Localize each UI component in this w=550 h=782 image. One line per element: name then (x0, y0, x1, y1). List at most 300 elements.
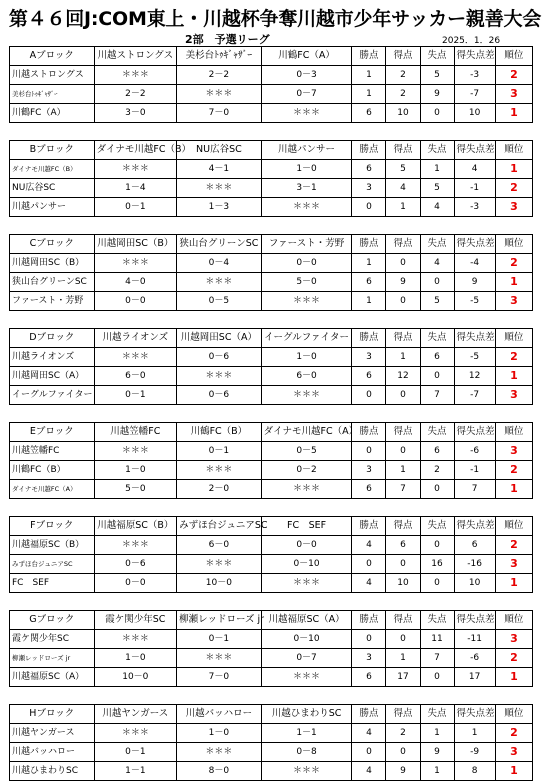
table-row (10, 480, 533, 499)
rank-header: 順位 (495, 517, 532, 536)
points-cell: 1 (352, 292, 386, 311)
points-cell: 4 (352, 724, 386, 743)
goal-diff-cell: 6 (454, 536, 495, 555)
goals-for-cell: 1 (386, 649, 420, 668)
goals-for-cell: 2 (386, 66, 420, 85)
group-table (9, 234, 533, 311)
match-result: ＊＊＊ (261, 198, 352, 217)
goals-for-cell: 9 (386, 273, 420, 292)
rank-cell: 3 (495, 386, 532, 405)
opponent-header: 霞ケ関少年SC (94, 611, 177, 630)
goals-against-cell: 4 (420, 254, 454, 273)
opponent-header: 川越岡田SC（B） (94, 235, 177, 254)
goals-against-cell: 0 (420, 104, 454, 123)
goals-for-header: 得点 (386, 423, 420, 442)
page-subtitle: 2部 予選リーグ (185, 33, 270, 46)
match-result: 5－0 (261, 273, 352, 292)
table-row (10, 649, 533, 668)
goals-against-cell: 2 (420, 461, 454, 480)
table-row (10, 630, 533, 649)
team-name: 川越笠幡FC (10, 442, 95, 461)
table-row (10, 442, 533, 461)
team-name: みずほ台ジュニアSC (10, 555, 95, 574)
points-header: 勝点 (352, 47, 386, 66)
match-result: ＊＊＊ (261, 574, 352, 593)
goals-against-header: 失点 (420, 423, 454, 442)
points-cell: 6 (352, 160, 386, 179)
match-result: ＊＊＊ (261, 292, 352, 311)
goals-against-cell: 5 (420, 179, 454, 198)
match-result: 10－0 (177, 574, 262, 593)
goals-against-cell: 6 (420, 348, 454, 367)
goals-against-cell: 5 (420, 66, 454, 85)
match-result: ＊＊＊ (177, 367, 262, 386)
points-cell: 0 (352, 442, 386, 461)
opponent-header: 狭山台グリーンSC (177, 235, 262, 254)
match-result: ＊＊＊ (261, 762, 352, 781)
opponent-header: 川越パンサー (261, 141, 352, 160)
match-result: ＊＊＊ (261, 480, 352, 499)
points-cell: 0 (352, 386, 386, 405)
table-row (10, 574, 533, 593)
goals-for-cell: 5 (386, 160, 420, 179)
goal-diff-cell: -7 (454, 386, 495, 405)
rank-cell: 1 (495, 273, 532, 292)
match-result: ＊＊＊ (94, 348, 177, 367)
match-result: ＊＊＊ (94, 724, 177, 743)
goal-diff-cell: 4 (454, 160, 495, 179)
match-result: 6－0 (261, 367, 352, 386)
match-result: 1－3 (177, 198, 262, 217)
match-result: 0－6 (177, 348, 262, 367)
rank-cell: 1 (495, 367, 532, 386)
goal-diff-cell: -5 (454, 292, 495, 311)
match-result: ＊＊＊ (94, 442, 177, 461)
table-row (10, 348, 533, 367)
team-name: 狭山台グリーンSC (10, 273, 95, 292)
team-name: 川鶴FC（A） (10, 104, 95, 123)
match-result: 0－5 (177, 292, 262, 311)
table-row (10, 762, 533, 781)
match-result: ＊＊＊ (177, 555, 262, 574)
goals-against-header: 失点 (420, 141, 454, 160)
rank-cell: 2 (495, 461, 532, 480)
match-result: 1－0 (177, 724, 262, 743)
goal-diff-cell: 7 (454, 480, 495, 499)
goal-diff-cell: 10 (454, 104, 495, 123)
team-name: 川越バッハロー (10, 743, 95, 762)
team-name: 川鶴FC（B） (10, 461, 95, 480)
opponent-header: 川越岡田SC（A） (177, 329, 262, 348)
match-result: 0－3 (261, 66, 352, 85)
team-name: 川越福原SC（B） (10, 536, 95, 555)
table-row (10, 724, 533, 743)
goals-against-cell: 9 (420, 85, 454, 104)
points-cell: 6 (352, 480, 386, 499)
points-cell: 0 (352, 555, 386, 574)
group-header-row (10, 141, 533, 160)
goal-diff-cell: -3 (454, 198, 495, 217)
table-row (10, 66, 533, 85)
match-result: 0－10 (261, 630, 352, 649)
rank-cell: 2 (495, 724, 532, 743)
match-result: ＊＊＊ (94, 254, 177, 273)
match-result: 1－1 (94, 762, 177, 781)
opponent-header: 川越ライオンズ (94, 329, 177, 348)
table-row (10, 461, 533, 480)
points-cell: 0 (352, 743, 386, 762)
goal-diff-cell: 10 (454, 574, 495, 593)
block-name: Gブロック (10, 611, 95, 630)
points-cell: 4 (352, 536, 386, 555)
match-result: 0－0 (94, 574, 177, 593)
table-row (10, 160, 533, 179)
goals-against-cell: 0 (420, 367, 454, 386)
goal-diff-header: 得失点差 (454, 423, 495, 442)
match-result: ＊＊＊ (177, 273, 262, 292)
block-name: Bブロック (10, 141, 95, 160)
goals-for-cell: 0 (386, 555, 420, 574)
rank-cell: 3 (495, 198, 532, 217)
match-result: ＊＊＊ (177, 649, 262, 668)
opponent-header: 川越ストロングス (94, 47, 177, 66)
rank-cell: 3 (495, 292, 532, 311)
rank-cell: 2 (495, 254, 532, 273)
goals-for-cell: 17 (386, 668, 420, 687)
points-cell: 3 (352, 461, 386, 480)
group-table (9, 422, 533, 499)
opponent-header: みずほ台ジュニアSC (177, 517, 262, 536)
points-header: 勝点 (352, 423, 386, 442)
goal-diff-header: 得失点差 (454, 705, 495, 724)
table-row (10, 85, 533, 104)
rank-cell: 1 (495, 574, 532, 593)
rank-cell: 3 (495, 743, 532, 762)
team-name: イーグルファイター (10, 386, 95, 405)
goals-for-header: 得点 (386, 329, 420, 348)
team-name: NU広谷SC (10, 179, 95, 198)
rank-header: 順位 (495, 47, 532, 66)
match-result: ＊＊＊ (177, 461, 262, 480)
goal-diff-header: 得失点差 (454, 517, 495, 536)
opponent-header: 川越ひまわりSC (261, 705, 352, 724)
match-result: 1－0 (261, 160, 352, 179)
match-result: ＊＊＊ (177, 743, 262, 762)
rank-cell: 3 (495, 442, 532, 461)
goal-diff-header: 得失点差 (454, 235, 495, 254)
points-header: 勝点 (352, 517, 386, 536)
match-result: 0－1 (177, 442, 262, 461)
goals-against-cell: 0 (420, 480, 454, 499)
points-cell: 4 (352, 762, 386, 781)
match-result: 1－1 (261, 724, 352, 743)
goal-diff-header: 得失点差 (454, 47, 495, 66)
goal-diff-cell: -11 (454, 630, 495, 649)
table-row (10, 386, 533, 405)
goals-against-cell: 1 (420, 160, 454, 179)
match-result: 4－1 (177, 160, 262, 179)
match-result: 0－1 (94, 743, 177, 762)
goals-for-header: 得点 (386, 611, 420, 630)
points-cell: 6 (352, 367, 386, 386)
points-cell: 1 (352, 66, 386, 85)
opponent-header: FC SEF (261, 517, 352, 536)
points-header: 勝点 (352, 705, 386, 724)
group-header-row (10, 329, 533, 348)
opponent-header: 美杉台ﾄｩｷﾞｬｻﾞｰ (177, 47, 262, 66)
match-result: 0－6 (177, 386, 262, 405)
goals-against-header: 失点 (420, 235, 454, 254)
goals-for-cell: 9 (386, 762, 420, 781)
points-header: 勝点 (352, 141, 386, 160)
opponent-header: 川越福原SC（A） (261, 611, 352, 630)
goal-diff-cell: 12 (454, 367, 495, 386)
opponent-header: 川鶴FC（B） (177, 423, 262, 442)
rank-header: 順位 (495, 329, 532, 348)
rank-header: 順位 (495, 423, 532, 442)
goal-diff-cell: 9 (454, 273, 495, 292)
table-row (10, 198, 533, 217)
goals-against-header: 失点 (420, 611, 454, 630)
goals-for-header: 得点 (386, 141, 420, 160)
team-name: 川越岡田SC（B） (10, 254, 95, 273)
table-row (10, 254, 533, 273)
team-name: 川越ストロングス (10, 66, 95, 85)
points-cell: 4 (352, 574, 386, 593)
match-result: 1－0 (94, 649, 177, 668)
goals-for-header: 得点 (386, 517, 420, 536)
goals-against-cell: 7 (420, 386, 454, 405)
rank-cell: 2 (495, 179, 532, 198)
team-name: ファースト・芳野 (10, 292, 95, 311)
block-name: Fブロック (10, 517, 95, 536)
group-header-row (10, 705, 533, 724)
goal-diff-header: 得失点差 (454, 141, 495, 160)
table-row (10, 179, 533, 198)
team-name: 柳瀬レッドローズ jr (10, 649, 95, 668)
rank-cell: 2 (495, 348, 532, 367)
rank-header: 順位 (495, 611, 532, 630)
rank-cell: 1 (495, 104, 532, 123)
goals-for-cell: 0 (386, 254, 420, 273)
goals-for-header: 得点 (386, 235, 420, 254)
match-result: 0－8 (261, 743, 352, 762)
goals-against-cell: 1 (420, 724, 454, 743)
goal-diff-cell: -6 (454, 649, 495, 668)
goals-against-cell: 7 (420, 649, 454, 668)
table-row (10, 555, 533, 574)
rank-cell: 3 (495, 555, 532, 574)
match-result: 10－0 (94, 668, 177, 687)
goals-for-cell: 0 (386, 386, 420, 405)
rank-cell: 2 (495, 649, 532, 668)
goal-diff-cell: 8 (454, 762, 495, 781)
goals-against-cell: 16 (420, 555, 454, 574)
table-row (10, 292, 533, 311)
goal-diff-header: 得失点差 (454, 329, 495, 348)
goals-against-header: 失点 (420, 517, 454, 536)
goal-diff-cell: -1 (454, 461, 495, 480)
rank-cell: 2 (495, 536, 532, 555)
table-row (10, 104, 533, 123)
rank-cell: 1 (495, 480, 532, 499)
match-result: 0－0 (94, 292, 177, 311)
goals-against-cell: 0 (420, 668, 454, 687)
goals-for-cell: 0 (386, 630, 420, 649)
goal-diff-cell: -9 (454, 743, 495, 762)
group-header-row (10, 47, 533, 66)
goals-against-header: 失点 (420, 329, 454, 348)
block-name: Hブロック (10, 705, 95, 724)
match-result: ＊＊＊ (177, 85, 262, 104)
match-result: 0－7 (261, 649, 352, 668)
goals-for-header: 得点 (386, 705, 420, 724)
goals-for-cell: 0 (386, 442, 420, 461)
match-result: 6－0 (94, 367, 177, 386)
rank-cell: 2 (495, 66, 532, 85)
goal-diff-cell: 17 (454, 668, 495, 687)
match-result: 0－1 (94, 198, 177, 217)
match-result: 6－0 (177, 536, 262, 555)
team-name: 川越ひまわりSC (10, 762, 95, 781)
goal-diff-cell: -16 (454, 555, 495, 574)
team-name: ダイナモ川越FC（B） (10, 160, 95, 179)
goals-for-cell: 2 (386, 85, 420, 104)
goals-for-cell: 1 (386, 348, 420, 367)
match-result: 2－2 (177, 66, 262, 85)
opponent-header: NU広谷SC (177, 141, 262, 160)
match-result: 0－7 (261, 85, 352, 104)
match-result: ＊＊＊ (94, 66, 177, 85)
goals-for-cell: 7 (386, 480, 420, 499)
goals-against-cell: 4 (420, 198, 454, 217)
rank-cell: 1 (495, 160, 532, 179)
points-cell: 3 (352, 649, 386, 668)
goals-against-cell: 0 (420, 536, 454, 555)
goals-for-cell: 10 (386, 574, 420, 593)
table-row (10, 367, 533, 386)
match-result: 2－0 (177, 480, 262, 499)
goals-for-cell: 0 (386, 743, 420, 762)
group-header-row (10, 517, 533, 536)
opponent-header: イーグルファイター (261, 329, 352, 348)
rank-cell: 1 (495, 668, 532, 687)
goal-diff-cell: -4 (454, 254, 495, 273)
goals-against-cell: 0 (420, 273, 454, 292)
goal-diff-cell: -1 (454, 179, 495, 198)
block-name: Cブロック (10, 235, 95, 254)
team-name: FC SEF (10, 574, 95, 593)
points-cell: 3 (352, 179, 386, 198)
match-result: 0－0 (261, 536, 352, 555)
goal-diff-header: 得失点差 (454, 611, 495, 630)
goals-for-cell: 1 (386, 461, 420, 480)
goals-for-cell: 1 (386, 198, 420, 217)
match-result: 3－0 (94, 104, 177, 123)
match-result: 1－4 (94, 179, 177, 198)
match-result: 7－0 (177, 104, 262, 123)
rank-cell: 3 (495, 630, 532, 649)
opponent-header: 柳瀬レッドローズ jr (177, 611, 262, 630)
group-table (9, 328, 533, 405)
goals-for-cell: 6 (386, 536, 420, 555)
match-result: ＊＊＊ (261, 386, 352, 405)
points-cell: 0 (352, 630, 386, 649)
table-row (10, 273, 533, 292)
points-header: 勝点 (352, 611, 386, 630)
block-name: Aブロック (10, 47, 95, 66)
group-table (9, 516, 533, 593)
points-header: 勝点 (352, 329, 386, 348)
group-table (9, 140, 533, 217)
rank-cell: 1 (495, 762, 532, 781)
match-result: 0－10 (261, 555, 352, 574)
points-cell: 1 (352, 254, 386, 273)
table-row (10, 743, 533, 762)
match-result: 0－1 (177, 630, 262, 649)
match-result: ＊＊＊ (94, 160, 177, 179)
match-result: 1－0 (94, 461, 177, 480)
opponent-header: ダイナモ川越FC（B） (94, 141, 177, 160)
match-result: 0－6 (94, 555, 177, 574)
match-result: 4－0 (94, 273, 177, 292)
team-name: 霞ケ関少年SC (10, 630, 95, 649)
group-table (9, 46, 533, 123)
match-result: 7－0 (177, 668, 262, 687)
page-date: 2025．1．26 (442, 36, 501, 46)
team-name: 川越岡田SC（A） (10, 367, 95, 386)
goals-against-header: 失点 (420, 705, 454, 724)
group-header-row (10, 611, 533, 630)
rank-header: 順位 (495, 235, 532, 254)
points-cell: 6 (352, 273, 386, 292)
match-result: 1－0 (261, 348, 352, 367)
group-table (9, 610, 533, 687)
rank-header: 順位 (495, 141, 532, 160)
team-name: 川越パンサー (10, 198, 95, 217)
goal-diff-cell: 1 (454, 724, 495, 743)
match-result: ＊＊＊ (177, 179, 262, 198)
match-result: 8－0 (177, 762, 262, 781)
points-cell: 0 (352, 198, 386, 217)
points-header: 勝点 (352, 235, 386, 254)
table-row (10, 668, 533, 687)
group-table (9, 704, 533, 781)
goals-against-cell: 5 (420, 292, 454, 311)
group-header-row (10, 235, 533, 254)
match-result: ＊＊＊ (261, 668, 352, 687)
match-result: 2－2 (94, 85, 177, 104)
points-cell: 6 (352, 104, 386, 123)
goals-for-cell: 4 (386, 179, 420, 198)
goals-for-cell: 10 (386, 104, 420, 123)
team-name: 川越ライオンズ (10, 348, 95, 367)
points-cell: 1 (352, 85, 386, 104)
rank-cell: 3 (495, 85, 532, 104)
opponent-header: 川越福原SC（B） (94, 517, 177, 536)
match-result: 0－2 (261, 461, 352, 480)
goals-against-cell: 11 (420, 630, 454, 649)
goal-diff-cell: -7 (454, 85, 495, 104)
goals-for-cell: 12 (386, 367, 420, 386)
points-cell: 6 (352, 668, 386, 687)
match-result: ＊＊＊ (261, 104, 352, 123)
goals-for-cell: 2 (386, 724, 420, 743)
match-result: 3－1 (261, 179, 352, 198)
team-name: 川越福原SC（A） (10, 668, 95, 687)
rank-header: 順位 (495, 705, 532, 724)
team-name: ダイナモ川越FC（A） (10, 480, 95, 499)
